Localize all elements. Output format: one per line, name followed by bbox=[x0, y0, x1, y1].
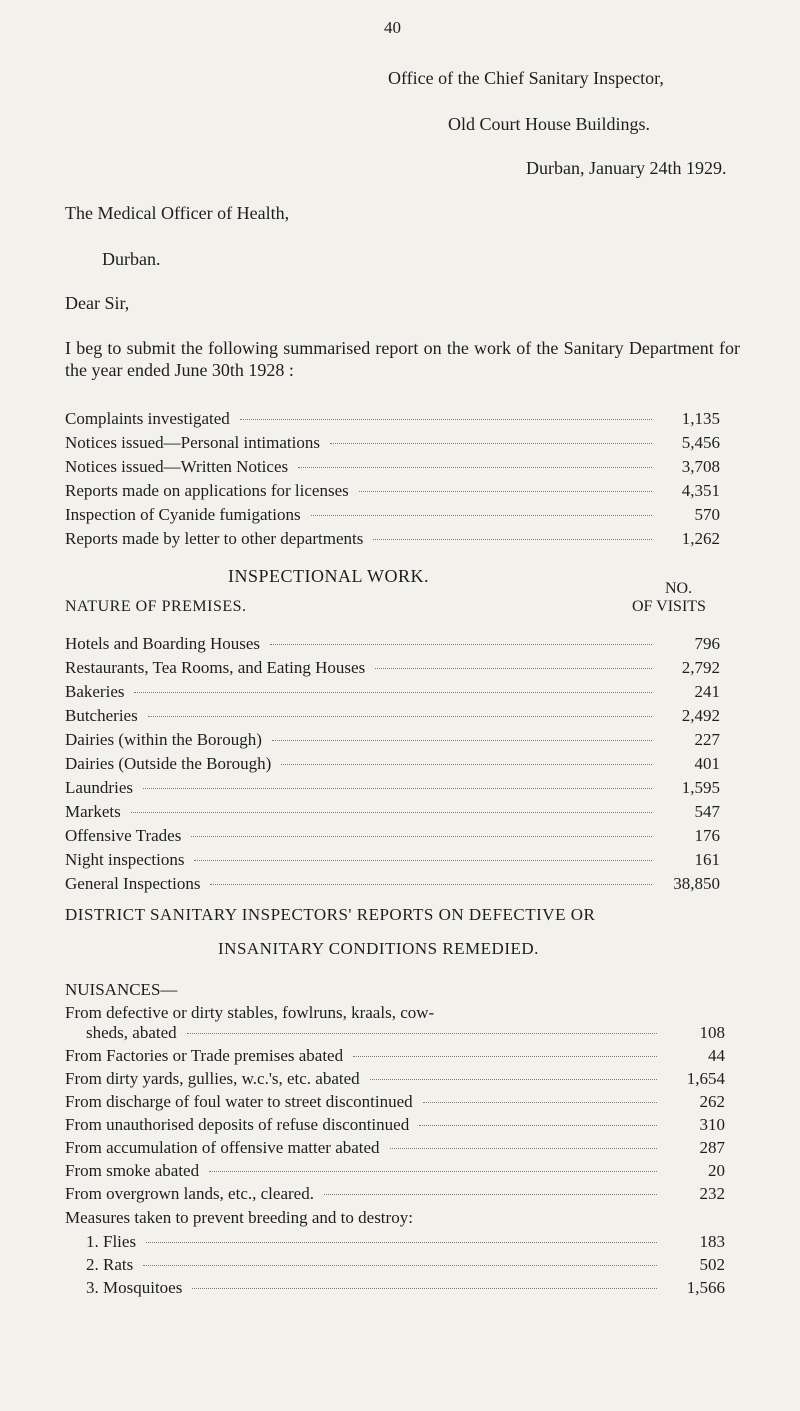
intro-paragraph: I beg to submit the following summarised report on the work of the Sanitary Department for the year ended June 30th 1928 : bbox=[65, 338, 740, 380]
leader-dots bbox=[281, 764, 652, 765]
premises-column-header: NATURE OF PREMISES. bbox=[65, 598, 247, 615]
summary-value: 1,262 bbox=[681, 529, 720, 548]
premises-label: Offensive Trades bbox=[65, 826, 182, 845]
leader-dots bbox=[131, 812, 652, 813]
nuisance-value: 1,654 bbox=[686, 1069, 725, 1088]
leader-dots bbox=[298, 467, 652, 468]
summary-value: 3,708 bbox=[681, 457, 720, 476]
visits-value: 227 bbox=[694, 730, 720, 749]
summary-label: Complaints investigated bbox=[65, 409, 230, 428]
leader-dots bbox=[370, 1079, 657, 1080]
premises-label: Bakeries bbox=[65, 682, 125, 701]
measure-value: 502 bbox=[699, 1255, 725, 1274]
summary-row bbox=[65, 433, 720, 455]
inspection-row bbox=[65, 754, 720, 776]
inspection-row bbox=[65, 802, 720, 824]
inspection-row bbox=[65, 730, 720, 752]
visits-column-header-line1: NO. bbox=[665, 580, 693, 597]
premises-label: Dairies (Outside the Borough) bbox=[65, 754, 272, 773]
nuisance-row bbox=[86, 1023, 725, 1045]
letterhead-date: Durban, January 24th 1929. bbox=[526, 158, 727, 178]
inspection-row bbox=[65, 658, 720, 680]
nuisance-row bbox=[65, 1046, 725, 1068]
nuisance-value: 262 bbox=[699, 1092, 725, 1111]
leader-dots bbox=[330, 443, 652, 444]
leader-dots bbox=[187, 1033, 657, 1034]
summary-row bbox=[65, 457, 720, 479]
nuisance-value: 310 bbox=[699, 1115, 725, 1134]
nuisance-value: 287 bbox=[699, 1138, 725, 1157]
nuisance-label: From Factories or Trade premises abated bbox=[65, 1046, 344, 1065]
letterhead-office: Office of the Chief Sanitary Inspector, bbox=[388, 68, 664, 88]
leader-dots bbox=[143, 788, 652, 789]
visits-value: 401 bbox=[694, 754, 720, 773]
measure-value: 183 bbox=[699, 1232, 725, 1251]
nuisance-first-line: From defective or dirty stables, fowlruns, kraals, cow- bbox=[65, 1003, 435, 1022]
summary-label: Reports made on applications for licenses bbox=[65, 481, 349, 500]
premises-label: Restaurants, Tea Rooms, and Eating Houses bbox=[65, 658, 366, 677]
inspection-row bbox=[65, 682, 720, 704]
summary-value: 1,135 bbox=[681, 409, 720, 428]
leader-dots bbox=[375, 668, 652, 669]
premises-label: Butcheries bbox=[65, 706, 138, 725]
nuisance-value: 232 bbox=[699, 1184, 725, 1203]
premises-label: Markets bbox=[65, 802, 121, 821]
nuisance-row bbox=[65, 1184, 725, 1206]
visits-value: 176 bbox=[694, 826, 720, 845]
leader-dots bbox=[359, 491, 652, 492]
nuisance-label: sheds, abated bbox=[86, 1023, 177, 1042]
letterhead-building: Old Court House Buildings. bbox=[448, 114, 651, 134]
measure-label: 3. Mosquitoes bbox=[86, 1278, 183, 1297]
measure-label: 2. Rats bbox=[86, 1255, 134, 1274]
district-title-line1: DISTRICT SANITARY INSPECTORS' REPORTS ON DEFECTIVE OR bbox=[65, 905, 596, 924]
leader-dots bbox=[194, 860, 652, 861]
leader-dots bbox=[240, 419, 652, 420]
premises-label: Night inspections bbox=[65, 850, 185, 869]
summary-row bbox=[65, 529, 720, 551]
visits-value: 38,850 bbox=[673, 874, 720, 893]
measures-heading: Measures taken to prevent breeding and to destroy: bbox=[65, 1208, 413, 1227]
visits-value: 547 bbox=[694, 802, 720, 821]
visits-column-header-line2: OF VISITS bbox=[632, 598, 706, 615]
leader-dots bbox=[419, 1125, 657, 1126]
district-title-line2: INSANITARY CONDITIONS REMEDIED. bbox=[218, 939, 539, 958]
summary-value: 5,456 bbox=[681, 433, 720, 452]
visits-value: 796 bbox=[694, 634, 720, 653]
summary-value: 4,351 bbox=[681, 481, 720, 500]
nuisance-row bbox=[65, 1092, 725, 1114]
addressee-title: The Medical Officer of Health, bbox=[65, 203, 290, 223]
nuisance-row bbox=[65, 1069, 725, 1091]
measure-label: 1. Flies bbox=[86, 1232, 137, 1251]
summary-label: Reports made by letter to other departments bbox=[65, 529, 364, 548]
visits-value: 2,792 bbox=[681, 658, 720, 677]
leader-dots bbox=[270, 644, 652, 645]
addressee-city: Durban. bbox=[102, 249, 161, 269]
summary-value: 570 bbox=[694, 505, 720, 524]
premises-label: General Inspections bbox=[65, 874, 201, 893]
premises-label: Laundries bbox=[65, 778, 133, 797]
visits-value: 241 bbox=[694, 682, 720, 701]
nuisance-label: From discharge of foul water to street discontinued bbox=[65, 1092, 413, 1111]
inspection-row bbox=[65, 778, 720, 800]
salutation: Dear Sir, bbox=[65, 293, 130, 313]
leader-dots bbox=[143, 1265, 657, 1266]
leader-dots bbox=[423, 1102, 657, 1103]
leader-dots bbox=[311, 515, 652, 516]
premises-label: Dairies (within the Borough) bbox=[65, 730, 262, 749]
leader-dots bbox=[210, 884, 652, 885]
premises-label: Hotels and Boarding Houses bbox=[65, 634, 261, 653]
leader-dots bbox=[272, 740, 652, 741]
leader-dots bbox=[373, 539, 652, 540]
nuisance-row bbox=[65, 1138, 725, 1160]
measure-row bbox=[86, 1232, 725, 1254]
inspection-row bbox=[65, 874, 720, 896]
measure-row bbox=[86, 1255, 725, 1277]
leader-dots bbox=[134, 692, 652, 693]
visits-value: 1,595 bbox=[681, 778, 720, 797]
inspection-row bbox=[65, 826, 720, 848]
leader-dots bbox=[209, 1171, 657, 1172]
measure-value: 1,566 bbox=[686, 1278, 725, 1297]
nuisance-label: From smoke abated bbox=[65, 1161, 200, 1180]
summary-label: Notices issued—Personal intimations bbox=[65, 433, 320, 452]
nuisances-heading: NUISANCES— bbox=[65, 980, 178, 999]
visits-value: 2,492 bbox=[681, 706, 720, 725]
inspection-row bbox=[65, 850, 720, 872]
summary-row bbox=[65, 409, 720, 431]
summary-label: Notices issued—Written Notices bbox=[65, 457, 289, 476]
leader-dots bbox=[148, 716, 652, 717]
summary-label: Inspection of Cyanide fumigations bbox=[65, 505, 301, 524]
leader-dots bbox=[146, 1242, 657, 1243]
summary-row bbox=[65, 505, 720, 527]
inspection-row bbox=[65, 706, 720, 728]
nuisance-value: 44 bbox=[708, 1046, 725, 1065]
inspection-row bbox=[65, 634, 720, 656]
nuisance-label: From unauthorised deposits of refuse discontinued bbox=[65, 1115, 410, 1134]
leader-dots bbox=[192, 1288, 657, 1289]
nuisance-label: From dirty yards, gullies, w.c.'s, etc. abated bbox=[65, 1069, 360, 1088]
nuisance-value: 108 bbox=[699, 1023, 725, 1042]
nuisance-label: From overgrown lands, etc., cleared. bbox=[65, 1184, 314, 1203]
inspectional-title: INSPECTIONAL WORK. bbox=[228, 566, 429, 586]
nuisance-label: From accumulation of offensive matter abated bbox=[65, 1138, 380, 1157]
nuisance-value: 20 bbox=[708, 1161, 725, 1180]
nuisance-row bbox=[65, 1115, 725, 1137]
leader-dots bbox=[191, 836, 652, 837]
page-number: 40 bbox=[384, 18, 401, 37]
nuisance-row bbox=[65, 1161, 725, 1183]
visits-value: 161 bbox=[694, 850, 720, 869]
measure-row bbox=[86, 1278, 725, 1300]
leader-dots bbox=[324, 1194, 657, 1195]
summary-row bbox=[65, 481, 720, 503]
leader-dots bbox=[390, 1148, 657, 1149]
leader-dots bbox=[353, 1056, 657, 1057]
